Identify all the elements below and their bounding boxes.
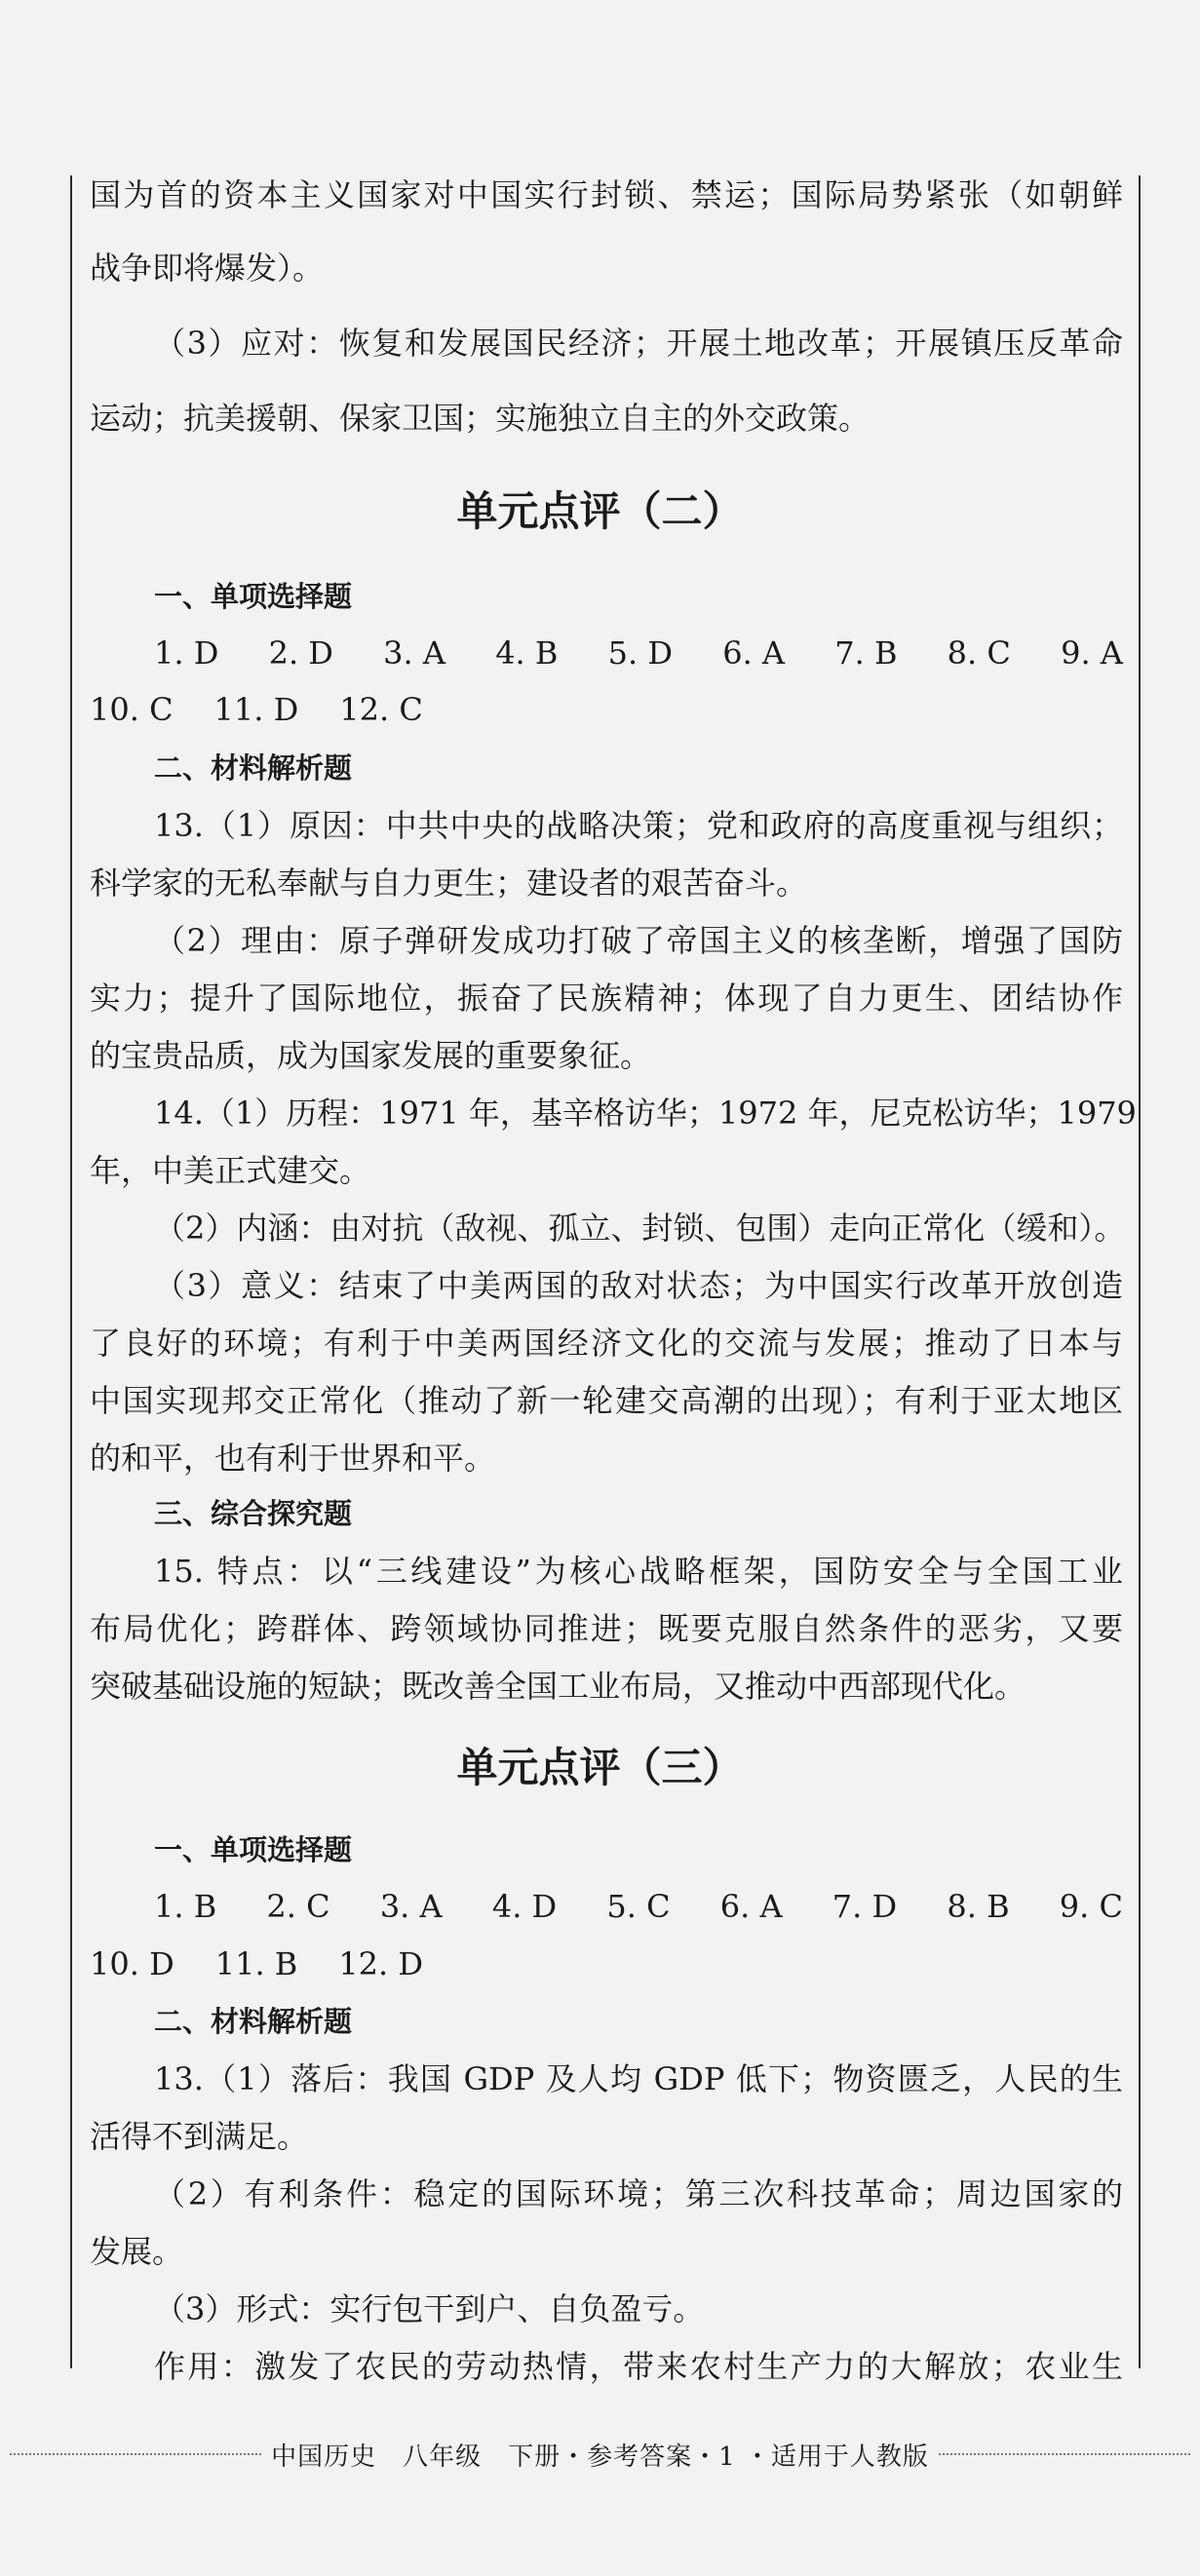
answer: 7. B — [834, 634, 898, 672]
answer: 9. C — [1059, 1888, 1123, 1925]
answer: 10. D — [90, 1945, 174, 1982]
answer: 12. D — [338, 1945, 424, 1982]
text-line: 发展。 — [90, 2233, 184, 2270]
page-footer — [0, 2433, 1200, 2476]
section-heading: 三、综合探究题 — [154, 1497, 353, 1530]
footer-dotted-rule — [10, 2453, 261, 2455]
answer: 4. B — [495, 634, 559, 672]
text-line: 作用：激发了农民的劳动热情，带来农村生产力的大解放；农业生 — [154, 2348, 1123, 2385]
answer: 10. C — [90, 691, 174, 728]
text-line: 13.（1）落后：我国 GDP 及人均 GDP 低下；物资匮乏，人民的生 — [154, 2060, 1123, 2097]
answer: 5. C — [606, 1888, 671, 1925]
answer-row — [90, 1942, 423, 1985]
unit-3-title: 单元点评（三） — [456, 1744, 744, 1791]
answer: 12. C — [339, 691, 423, 728]
answer: 1. B — [154, 1888, 217, 1925]
text-line: （3）应对：恢复和发展国民经济；开展土地改革；开展镇压反革命 — [154, 325, 1123, 362]
text-line: 15. 特点：以“三线建设”为核心战略框架，国防安全与全国工业 — [154, 1553, 1123, 1590]
text-line: 科学家的无私奉献与自力更生；建设者的艰苦奋斗。 — [90, 865, 808, 902]
section-heading: 一、单项选择题 — [154, 1833, 353, 1866]
text-line: 了良好的环境；有利于中美两国经济文化的交流与发展；推动了日本与 — [90, 1325, 1123, 1362]
text-line: 14.（1）历程：1971 年，基辛格访华；1972 年，尼克松访华；1979 — [154, 1095, 1137, 1132]
text-line: 中国实现邦交正常化（推动了新一轮建交高潮的出现）；有利于亚太地区 — [90, 1382, 1123, 1419]
section-heading: 二、材料解析题 — [154, 751, 353, 785]
answer-row — [90, 688, 423, 731]
section-heading: 一、单项选择题 — [154, 580, 353, 613]
answer: 3. A — [379, 1888, 443, 1925]
text-line: 布局优化；跨群体、跨领域协同推进；既要克服自然条件的恶劣，又要 — [90, 1610, 1123, 1647]
answer: 3. A — [383, 634, 445, 672]
text-line: （3）形式：实行包干到户、自负盈亏。 — [154, 2290, 705, 2327]
answer: 11. B — [214, 1945, 298, 1982]
text-line: 战争即将爆发）。 — [90, 250, 325, 287]
answer: 6. A — [722, 634, 786, 672]
answer-row — [154, 632, 1123, 674]
answer: 2. C — [266, 1888, 330, 1925]
text-line: 突破基础设施的短缺；既改善全国工业布局，又推动中西部现代化。 — [90, 1668, 1026, 1705]
answer: 2. D — [268, 634, 333, 672]
text-line: 的和平，也有利于世界和平。 — [90, 1440, 496, 1477]
text-line: （2）有利条件：稳定的国际环境；第三次科技革命；周边国家的 — [154, 2175, 1123, 2212]
text-line: 国为首的资本主义国家对中国实行封锁、禁运；国际局势紧张（如朝鲜 — [90, 176, 1123, 213]
text-line: （2）理由：原子弹研发成功打破了帝国主义的核垄断，增强了国防 — [154, 922, 1123, 959]
answer: 4. D — [491, 1888, 558, 1925]
footer-dotted-rule — [939, 2453, 1190, 2455]
text-line: 实力；提升了国际地位，振奋了民族精神；体现了自力更生、团结协作 — [90, 980, 1123, 1017]
unit-2-title: 单元点评（二） — [456, 487, 744, 535]
text-line: 13.（1）原因：中共中央的战略决策；党和政府的高度重视与组织； — [154, 807, 1123, 844]
text-line: 的宝贵品质，成为国家发展的重要象征。 — [90, 1037, 652, 1074]
text-line: （3）意义：结束了中美两国的敌对状态；为中国实行改革开放创造 — [154, 1267, 1123, 1304]
text-line: 年，中美正式建交。 — [90, 1152, 371, 1189]
text-line: （2）内涵：由对抗（敌视、孤立、封锁、包围）走向正常化（缓和）。 — [154, 1210, 1126, 1247]
answer: 5. D — [607, 634, 673, 672]
answer: 7. D — [832, 1888, 898, 1925]
footer-text: 中国历史 八年级 下册・参考答案・1 ・适用于人教版 — [271, 2441, 929, 2472]
text-line: 运动；抗美援朝、保家卫国；实施独立自主的外交政策。 — [90, 400, 871, 437]
answer: 8. B — [947, 1888, 1010, 1925]
answer: 8. C — [947, 634, 1011, 672]
answer: 6. A — [719, 1888, 783, 1925]
answer: 1. D — [154, 634, 219, 672]
section-heading: 二、材料解析题 — [154, 2005, 353, 2038]
answer: 9. A — [1061, 634, 1123, 672]
answer: 11. D — [213, 691, 299, 728]
answer-row — [154, 1885, 1123, 1928]
text-line: 活得不到满足。 — [90, 2118, 309, 2155]
